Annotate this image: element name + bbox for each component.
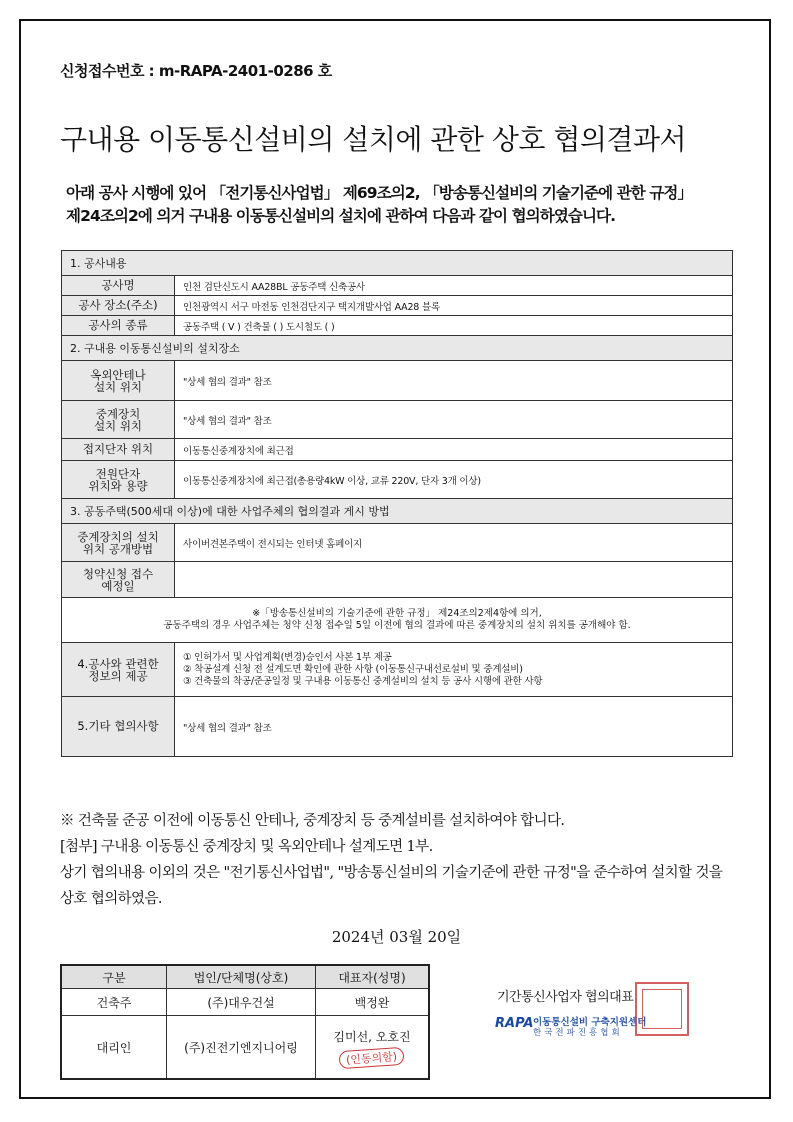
row-label xyxy=(62,562,175,598)
table-row xyxy=(62,697,733,757)
consultation-table xyxy=(61,250,733,757)
label-line: 위치와 용량 xyxy=(88,478,148,493)
agent-names: 김미선, 오호진 xyxy=(333,1029,411,1044)
section-header: 3. 공동주택(500세대 이상)에 대한 사업주체의 협의결과 게시 방법 xyxy=(62,499,733,524)
table-row xyxy=(62,562,733,598)
row-value: 사이버견본주택이 전시되는 인터넷 홈페이지 xyxy=(175,524,733,562)
note-line: 공동주택의 경우 사업주체는 청약 신청 접수일 5일 이전에 협의 결과에 따른 중계장치의 설치 위치를 공개해야 함. xyxy=(163,620,631,631)
table-row xyxy=(62,296,733,316)
label-line: 전원단자 xyxy=(95,466,141,481)
document-date: 2024년 03월 20일 xyxy=(331,928,462,946)
section-header: 1. 공사내용 xyxy=(62,251,733,276)
label-line: 예정일 xyxy=(101,578,135,593)
label-line: 청약신청 접수 xyxy=(82,566,154,581)
header-cell: 법인/단체명(상호) xyxy=(167,965,316,989)
table-row xyxy=(62,439,733,461)
issuer-title: 기간통신사업자 협의대표 xyxy=(497,990,634,1005)
official-seal-icon xyxy=(635,982,689,1036)
row-label xyxy=(62,643,175,697)
rapa-org-name: 한국전파진흥협회 xyxy=(533,1028,623,1038)
table-row xyxy=(61,1016,429,1080)
rapa-center-name: 이동통신설비 구축지원센터 xyxy=(533,1017,647,1028)
disclosure-note xyxy=(62,598,733,643)
label-line: 중계장치 xyxy=(95,406,141,421)
footer-line: ※ 건축물 준공 이전에 이동통신 안테나, 중계장치 등 중계설비를 설치하여야 합니다. xyxy=(60,813,565,829)
cell: 대리인 xyxy=(61,1016,167,1080)
note-line: ※「방송통신설비의 기술기준에 관한 규정」 제24조의2제4항에 의거, xyxy=(252,608,542,619)
row-value: "상세 협의 결과" 참조 xyxy=(175,401,733,439)
header-cell: 구분 xyxy=(61,965,167,989)
info-item: ② 착공설계 신청 전 설계도면 확인에 관한 사항 (이동통신구내선로설비 및 중계설비) xyxy=(183,663,523,675)
label-line: 4.공사와 관련한 xyxy=(77,656,159,671)
label-line: 정보의 제공 xyxy=(88,668,148,683)
application-number: 신청접수번호 : m-RAPA-2401-0286 호 xyxy=(60,62,332,80)
row-label xyxy=(62,361,175,401)
section-header: 2. 구내용 이동통신설비의 설치장소 xyxy=(62,336,733,361)
label-line: 설치 위치 xyxy=(93,418,143,433)
label-line: 위치 공개방법 xyxy=(82,541,154,556)
intro-line: 아래 공사 시행에 있어 「전기통신사업법」 제69조의2, 「방송통신설비의 기술기준에 관한 규정」 xyxy=(66,184,693,202)
table-row xyxy=(62,643,733,697)
row-value xyxy=(175,643,733,697)
document-title: 구내용 이동통신설비의 설치에 관한 상호 협의결과서 xyxy=(60,123,687,156)
intro-paragraph xyxy=(66,182,746,228)
cell: 건축주 xyxy=(61,989,167,1016)
agent-stamp: (인동의함) xyxy=(339,1046,405,1068)
row-value: 이동통신중계장치에 최근접(총용량4kW 이상, 교류 220V, 단자 3개 이상) xyxy=(175,461,733,499)
row-value: 공동주택 ( V ) 건축물 ( ) 도시철도 ( ) xyxy=(175,316,733,336)
cell xyxy=(316,1016,430,1080)
table-row xyxy=(62,461,733,499)
table-row xyxy=(62,276,733,296)
label-line: 설치 위치 xyxy=(93,379,143,394)
row-label: 공사 장소(주소) xyxy=(62,296,175,316)
header-cell: 대표자(성명) xyxy=(316,965,430,989)
row-label xyxy=(62,461,175,499)
footer-line: [첨부] 구내용 이동통신 중계장치 및 옥외안테나 설계도면 1부. xyxy=(60,839,433,855)
row-label xyxy=(62,524,175,562)
row-label: 공사의 종류 xyxy=(62,316,175,336)
info-item: ① 인허가서 및 사업계획(변경)승인서 사본 1부 제공 xyxy=(183,651,392,663)
label-line: 옥외안테나 xyxy=(90,367,146,382)
row-label: 접지단자 위치 xyxy=(62,439,175,461)
row-label xyxy=(62,401,175,439)
footer-notes xyxy=(60,808,750,912)
table-row xyxy=(62,316,733,336)
intro-line: 제24조의2에 의거 구내용 이동통신설비의 설치에 관하여 다음과 같이 협의하였습니다. xyxy=(66,207,616,225)
footer-line: 상기 협의내용 이외의 것은 "전기통신사업법", "방송통신설비의 기술기준에 관한 규정"을 준수하여 설치할 것을 xyxy=(60,865,723,881)
row-value: "상세 협의 결과" 참조 xyxy=(175,697,733,757)
cell: (주)진전기엔지니어링 xyxy=(167,1016,316,1080)
row-value: "상세 협의 결과" 참조 xyxy=(175,361,733,401)
row-value: 인천 검단신도시 AA28BL 공동주택 신축공사 xyxy=(175,276,733,296)
table-row xyxy=(62,524,733,562)
table-row xyxy=(61,989,429,1016)
rapa-logo-mark: RAPA xyxy=(495,1016,534,1031)
row-label: 공사명 xyxy=(62,276,175,296)
table-row xyxy=(62,361,733,401)
info-item: ③ 건축물의 착공/준공일정 및 구내용 이동통신 중계설비의 설치 등 공사 시행에 관한 사항 xyxy=(183,675,543,687)
cell: 백정완 xyxy=(316,989,430,1016)
table-row xyxy=(62,401,733,439)
row-value: 인천광역시 서구 마전동 인천검단지구 택지개발사업 AA28 블록 xyxy=(175,296,733,316)
row-label: 5.기타 협의사항 xyxy=(62,697,175,757)
label-line: 중계장치의 설치 xyxy=(77,529,159,544)
footer-line: 상호 협의하였음. xyxy=(60,891,162,907)
signature-table xyxy=(60,964,430,1080)
cell: (주)대우건설 xyxy=(167,989,316,1016)
table-row xyxy=(61,965,429,989)
row-value: 이동통신중계장치에 최근접 xyxy=(175,439,733,461)
row-value xyxy=(175,562,733,598)
